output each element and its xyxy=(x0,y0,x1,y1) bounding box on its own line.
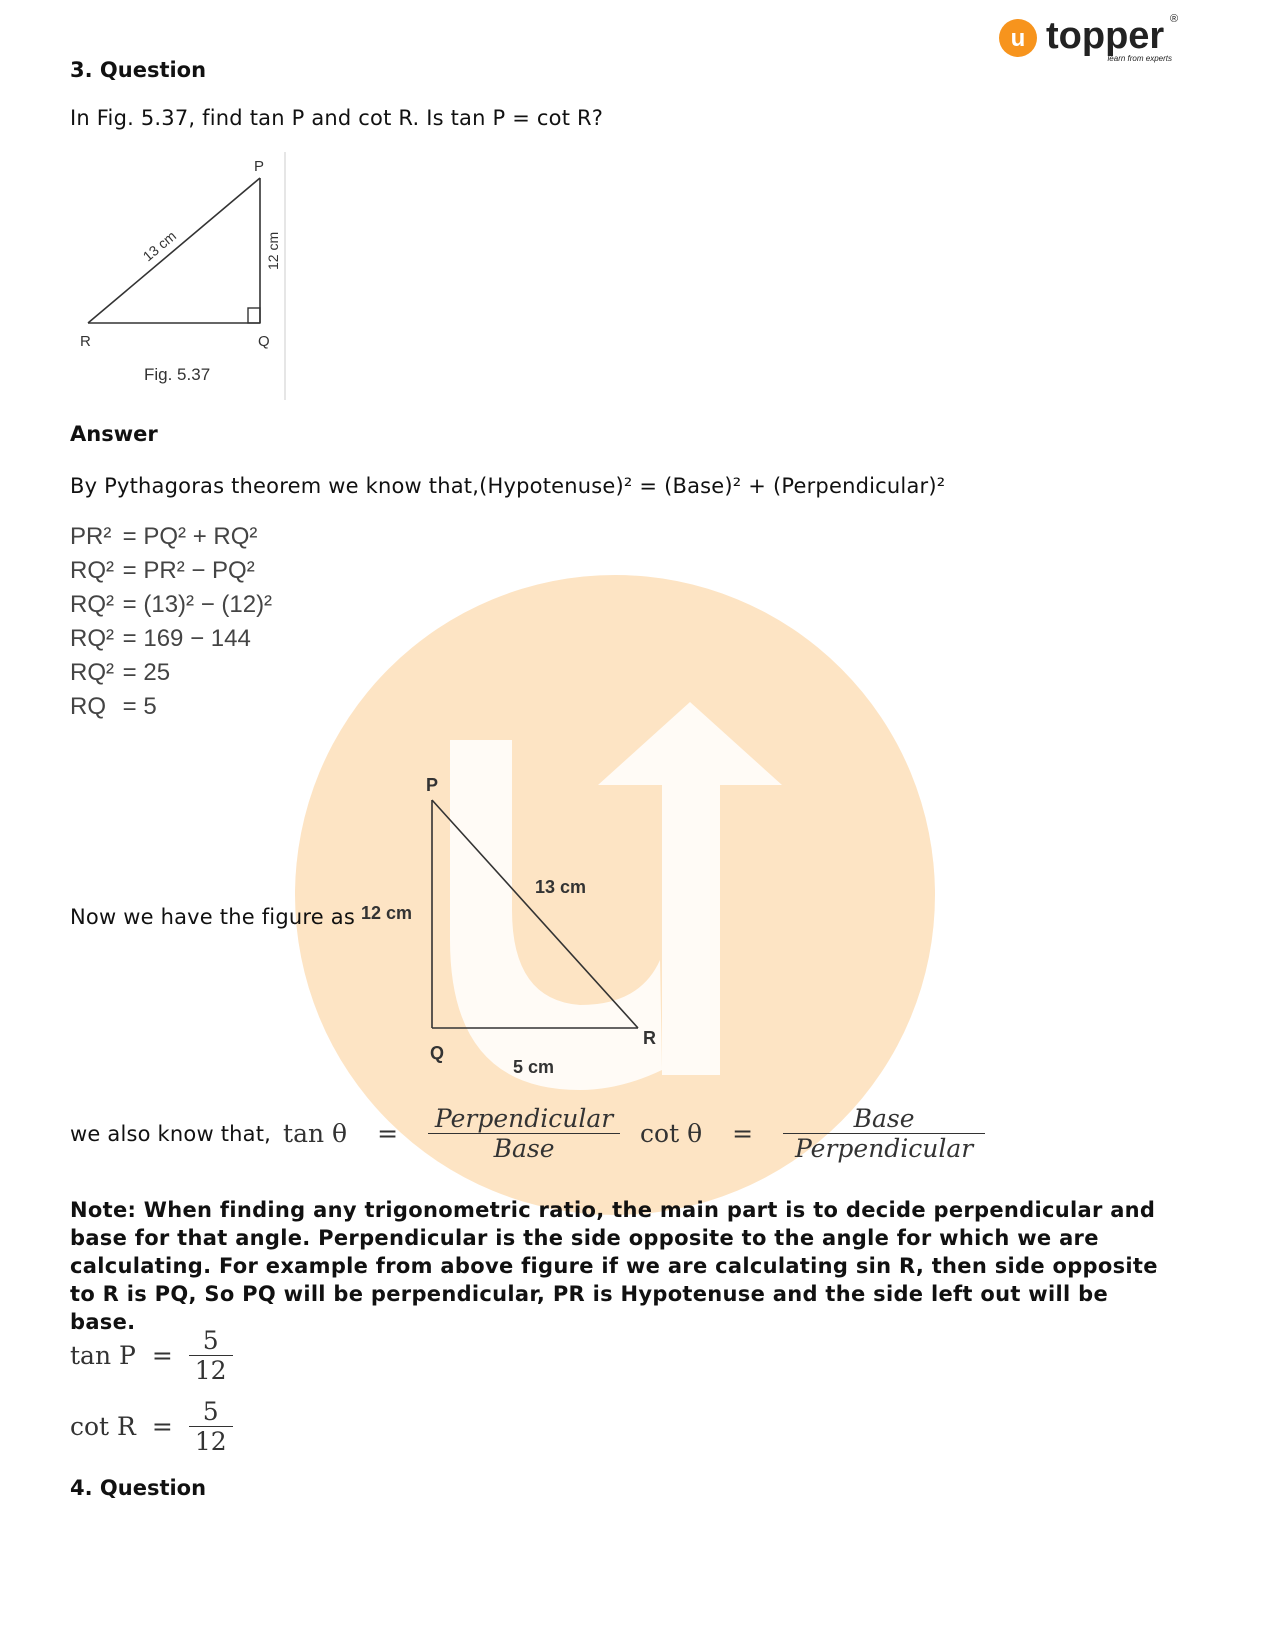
question-4-heading: 4. Question xyxy=(70,1476,207,1500)
tan-p-lhs: tan P xyxy=(70,1341,136,1370)
question-3-text: In Fig. 5.37, find tan P and cot R. Is tan P = cot R? xyxy=(70,106,604,130)
fig1-side-label: 12 cm xyxy=(265,231,281,270)
cot-r-fraction: $\frac{5}{12}$ xyxy=(189,1397,233,1456)
right-angle-mark xyxy=(248,308,260,323)
side-pr xyxy=(432,800,638,1028)
fig2-side-qr-label: 5 cm xyxy=(513,1057,555,1077)
equation-steps xyxy=(70,520,272,724)
fig2-hyp-label: 13 cm xyxy=(535,877,587,897)
note-paragraph: Note: When finding any trigonometric ratio, the main part is to decide perpendicular and base for that angle. Perpendicular is the side opposite to the angle for which we are calculating. For example from above figure if we are calculating sin R, then side opposite to R is PQ, So PQ will be perpendicular, PR is Hypotenuse and the side left out will be base. xyxy=(70,1198,1158,1334)
tan-p-equation xyxy=(70,1326,233,1385)
equation-step: RQ² = 169 − 144 xyxy=(70,625,251,652)
tan-theta-fraction: $\frac{\text{Perpendicular}}{\text{Base}}$ xyxy=(428,1104,620,1163)
cot-r-lhs: cot R xyxy=(70,1412,136,1441)
equation-step: RQ² = PR² − PQ² xyxy=(70,557,255,584)
figure-5-37 xyxy=(70,150,295,402)
also-know-text: we also know that, xyxy=(70,1121,272,1146)
fig2-label-q: Q xyxy=(430,1043,445,1063)
cot-theta-fraction: $\frac{\text{Base}}{\text{Perpendicular}}$ xyxy=(783,1104,985,1163)
equation-step: RQ² = 25 xyxy=(70,659,171,686)
logo-name: topper xyxy=(1046,15,1165,57)
fig2-label-p: P xyxy=(426,775,439,795)
side-pr xyxy=(88,178,260,323)
tan-p-fraction: $\frac{5}{12}$ xyxy=(189,1326,233,1385)
fig2-side-pq-label: 12 cm xyxy=(361,903,413,923)
answer-heading: Answer xyxy=(70,422,158,446)
fig2-label-r: R xyxy=(643,1028,656,1048)
fig1-caption: Fig. 5.37 xyxy=(144,365,211,384)
equation-step: PR² = PQ² + RQ² xyxy=(70,523,258,550)
definitions-row xyxy=(70,1104,985,1163)
figure-triangle-pqr xyxy=(355,770,675,1090)
logo-letter: u xyxy=(1010,25,1026,52)
pythagoras-statement: By Pythagoras theorem we know that,(Hypotenuse)² = (Base)² + (Perpendicular)² xyxy=(70,474,946,498)
figure-intro-text: Now we have the figure as xyxy=(70,905,355,929)
fig1-label-q: Q xyxy=(258,333,270,350)
registered-mark: ® xyxy=(1169,13,1179,25)
cot-r-equals: = xyxy=(151,1412,173,1441)
equation-step: RQ = 5 xyxy=(70,693,157,720)
fig1-label-p: P xyxy=(254,158,265,175)
tan-theta-lhs: tan θ xyxy=(283,1119,348,1148)
cot-theta-lhs: cot θ xyxy=(640,1119,703,1148)
tan-equals: = xyxy=(377,1119,399,1148)
logo xyxy=(996,8,1186,68)
cot-equals: = xyxy=(732,1119,754,1148)
fig1-label-r: R xyxy=(80,333,91,350)
fig1-hyp-label: 13 cm xyxy=(139,227,180,265)
equation-step: RQ² = (13)² − (12)² xyxy=(70,591,273,618)
tan-p-equals: = xyxy=(151,1341,173,1370)
question-3-heading: 3. Question xyxy=(70,58,207,82)
cot-r-equation xyxy=(70,1397,233,1456)
logo-tagline: learn from experts xyxy=(1107,54,1172,63)
